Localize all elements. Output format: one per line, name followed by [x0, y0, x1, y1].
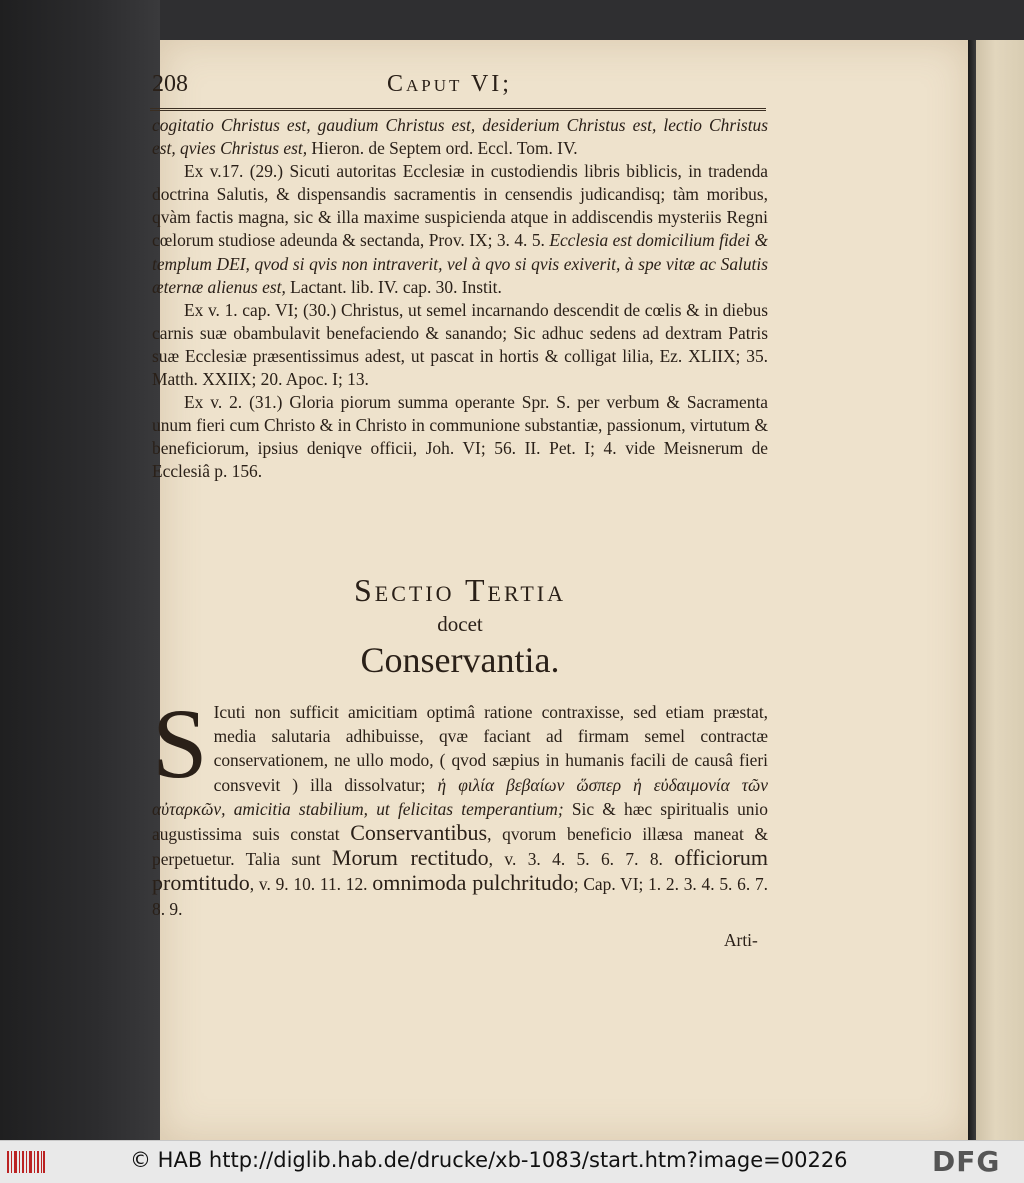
- paragraph-v2: Ex v. 2. (31.) Gloria piorum summa operante Spr. S. per verbum & Sacramenta unum fieri cum Christo & in Christo in communione substantiæ, passionum, virtutum & beneficiorum, ipsius deniqve officii, Joh. VI; 56. II. Pet. I; 4. vide Meisnerum de Ecclesiâ p. 156.: [152, 392, 768, 482]
- dfg-logo: DFG: [932, 1145, 1001, 1178]
- footer-bar: [0, 1140, 1024, 1183]
- section-title: Sectio Tertia: [354, 572, 566, 608]
- term-pulchritudo: omnimoda pulchritudo: [372, 870, 574, 896]
- drop-cap: S: [152, 688, 208, 799]
- term-conservantibus: Conservantibus: [350, 820, 488, 846]
- section-header: [152, 570, 768, 682]
- verse-refs-2: , v. 9. 10. 11. 12.: [249, 874, 373, 895]
- citation-lactantius: Lactant. lib. IV. cap. 30. Instit.: [285, 276, 502, 297]
- section-paragraph: [152, 688, 769, 921]
- paragraph-text-3: , qvorum beneficio illæsa maneat & perpetuetur. Talia sunt: [152, 824, 769, 870]
- facing-page-edge: [976, 40, 1024, 1140]
- text-line-continuation: [152, 114, 768, 160]
- paragraph-text-2: Sic & hæc spiritualis unio augustissima suis constat: [152, 798, 768, 845]
- quote-lactantius: Ecclesia est domicilium fidei & templum DEI, qvod si qvis non intraverit, vel à qvo si qvis exiverit, à spe vitæ ac Salutis æternæ alienus est,: [152, 230, 768, 297]
- paragraph-v17-text: Ex v.17. (29.) Sicuti autoritas Ecclesiæ in custodiendis libris biblicis, in tradenda doctrina Salutis, & dispensandis sacramentis in censendis judicandisq; tàm moribus, qvàm factis magna, sic & illa maxime suspicienda atque in addiscendis mysteriis Regni cœlorum studiose adeunda & sectanda, Prov. IX; 3. 4. 5.: [152, 161, 768, 251]
- term-morum-rectitudo: Morum rectitudo: [331, 845, 489, 871]
- scanner-border: [0, 0, 160, 1140]
- running-title: Caput VI;: [387, 71, 512, 97]
- page-gutter: [968, 40, 976, 1140]
- barcode-icon: [6, 1149, 46, 1175]
- header-rule: [150, 108, 766, 111]
- paragraph-text: Icuti non sufficit amicitiam optimâ ratione contraxisse, sed etiam præstat, media salutaria adhibuisse, qvæ faciant ad firmam semel contractæ conservationem, ne ullo modo, ( qvod sæpius in humanis facili de causâ fieri consvevit ) illa dissolvatur;: [213, 702, 768, 795]
- verse-refs-1: , v. 3. 4. 5. 6. 7. 8.: [488, 849, 675, 870]
- page-number: 208: [152, 71, 188, 97]
- term-officiorum: officiorum promtitudo: [152, 845, 768, 896]
- body-text: [152, 114, 768, 484]
- copyright-link[interactable]: © HAB http://diglib.hab.de/drucke/xb-1083/start.htm?image=00226: [130, 1148, 848, 1172]
- citation: Hieron. de Septem ord. Eccl. Tom. IV.: [307, 138, 578, 159]
- section-subtitle: docet: [437, 612, 483, 636]
- paragraph-v1: Ex v. 1. cap. VI; (30.) Christus, ut semel incarnando descendit de cœlis & in diebus carnis suæ obambulavit benefaciendo & sanando; Sic adhuc sedens ad dextram Patris suæ Ecclesiæ præsentissimus adest, ut pascat in hortis & colligat lilia, Ez. XLIIX; 35. Matth. XXIIX; 20. Apoc. I; 13.: [152, 299, 768, 390]
- greek-quote: ἡ φιλία βεβαίων ὥσπερ ἡ εὐδαιμονία τῶν αὐταρκῶν,: [152, 774, 768, 819]
- quote-italic: cogitatio Christus est, gaudium Christus est, desiderium Christus est, lectio Christus est, qvies Christus est,: [152, 115, 768, 159]
- verse-refs-3: ; Cap. VI; 1. 2. 3. 4. 5. 6. 7. 8. 9.: [152, 874, 768, 919]
- latin-gloss: amicitia stabilium, ut felicitas temperantium;: [225, 798, 564, 819]
- paragraph-v17: [152, 160, 768, 299]
- catchword: Arti-: [724, 930, 758, 950]
- section-heading: Conservantia.: [360, 640, 560, 680]
